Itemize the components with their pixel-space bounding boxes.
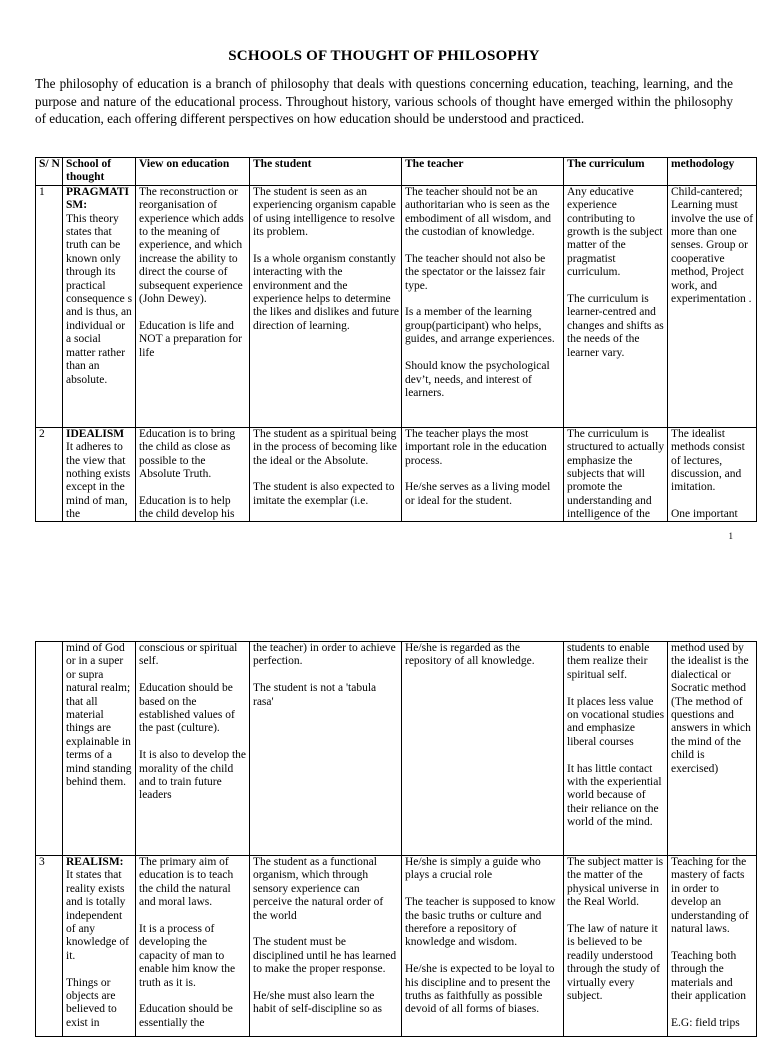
cell-school (63, 185, 136, 427)
table-row (36, 185, 757, 427)
table-row (36, 427, 757, 521)
cell-methodology: method used by the idealist is the dialectical or Socratic method (The method of questions and answers in which the mind of the child is exercised) (668, 642, 757, 856)
header-methodology: methodology (668, 158, 757, 186)
cell-teacher: He/she is regarded as the repository of all knowledge. (402, 642, 564, 856)
cell-curriculum: students to enable them realize their spiritual self. It places less value on vocational studies and emphasize liberal courses It has little contact with the experiential world because of their reliance on the world of the mind. (564, 642, 668, 856)
cell-view: The primary aim of education is to teach the child the natural and moral laws. It is a process of developing the capacity of man to enable him know the truth as it is. Education should be essentially the (136, 856, 250, 1037)
intro-paragraph: The philosophy of education is a branch of philosophy that deals with questions concerning education, teaching, learning, and the purpose and nature of the educational process. Throughout history, various schools of thought have emerged within the philosophy of education, each offering different perspectives on how education should be understood and practiced. (35, 76, 733, 126)
cell-sn (36, 642, 63, 856)
document-title: SCHOOLS OF THOUGHT OF PHILOSOPHY (228, 48, 540, 64)
cell-student: The student as a functional organism, which through sensory experience can perceive the natural order of the world The student must be disciplined until he has learned to make the proper response. He/she must also learn the habit of self-discipline so as (250, 856, 402, 1037)
philosophy-table-continued (35, 641, 757, 1037)
cell-student: the teacher) in order to achieve perfection. The student is not a 'tabula rasa' (250, 642, 402, 856)
cell-methodology: Teaching for the mastery of facts in order to develop an understanding of natural laws. Teaching both through the materials and their application E.G: field trips (668, 856, 757, 1037)
page-number: 1 (728, 531, 733, 541)
cell-teacher: The teacher should not be an authoritarian who is seen as the embodiment of all wisdom, and the custodian of knowledge. The teacher should not also be the spectator or the laissez fair type. Is a member of the learning group(participant) who helps, guides, and arrange experiences. Should know the psychological dev’t, needs, and interest of learners. (402, 185, 564, 427)
cell-teacher: The teacher plays the most important role in the education process. He/she serves as a living model or ideal for the student. (402, 427, 564, 521)
header-view: View on education (136, 158, 250, 186)
cell-school (63, 427, 136, 521)
page-2 (0, 600, 768, 1029)
school-description: It states that reality exists and is totally independent of any knowledge of it. Things or objects are believed to exist in (66, 869, 129, 1029)
cell-curriculum: Any educative experience contributing to growth is the subject matter of the pragmatist curriculum. The curriculum is learner-centred and changes and shifts as the needs of the learner vary. (564, 185, 668, 427)
table-header-row (36, 158, 757, 186)
school-name: PRAGMATI SM: (66, 185, 130, 212)
school-description: This theory states that truth can be known only through its practical consequence s and is thus, an individual or a social matter rather than an absolute. (66, 212, 133, 386)
cell-sn: 2 (36, 427, 63, 521)
cell-school (63, 856, 136, 1037)
cell-methodology: The idealist methods consist of lectures, discussion, and imitation. One important (668, 427, 757, 521)
header-curriculum: The curriculum (564, 158, 668, 186)
cell-teacher: He/she is simply a guide who plays a crucial role The teacher is supposed to know the basic truths or culture and therefore a repository of knowledge and wisdom. He/she is expected to be loyal to his discipline and to present the truths as faithfully as possible devoid of all forms of biases. (402, 856, 564, 1037)
cell-student: The student as a spiritual being in the process of becoming like the ideal or the Absolute. The student is also expected to imitate the exemplar (i.e. (250, 427, 402, 521)
cell-view: conscious or spiritual self. Education should be based on the established values of the past (culture). It is also to develop the morality of the child and to train future leaders (136, 642, 250, 856)
header-sn: S/ N (36, 158, 63, 186)
philosophy-table (35, 157, 757, 522)
cell-sn: 3 (36, 856, 63, 1037)
cell-sn: 1 (36, 185, 63, 427)
header-teacher: The teacher (402, 158, 564, 186)
cell-view: Education is to bring the child as close as possible to the Absolute Truth. Education is to help the child develop his (136, 427, 250, 521)
table-row (36, 856, 757, 1037)
school-description: It adheres to the view that nothing exists except in the mind of man, the (66, 441, 131, 521)
cell-view: The reconstruction or reorganisation of experience which adds to the meaning of experience, and which increase the ability to direct the course of subsequent experience (John Dewey). Education is life and NOT a preparation for life (136, 185, 250, 427)
header-school: School of thought (63, 158, 136, 186)
header-student: The student (250, 158, 402, 186)
cell-curriculum: The curriculum is structured to actually emphasize the subjects that will promote the understanding and intelligence of the (564, 427, 668, 521)
cell-curriculum: The subject matter is the matter of the physical universe in the Real World. The law of nature it is believed to be readily understood through the study of virtually every subject. (564, 856, 668, 1037)
school-name: REALISM: (66, 856, 124, 868)
cell-school: mind of God or in a super or supra natural realm; that all material things are explainable in terms of a mind standing behind them. (63, 642, 136, 856)
cell-methodology: Child-cantered; Learning must involve the use of more than one senses. Group or cooperative method, Project work, and experimentation . (668, 185, 757, 427)
cell-student: The student is seen as an experiencing organism capable of using intelligence to resolve its problem. Is a whole organism constantly interacting with the environment and the experience helps to determine the likes and dislikes and future direction of learning. (250, 185, 402, 427)
table-row (36, 642, 757, 856)
school-name: IDEALISM (66, 427, 125, 440)
